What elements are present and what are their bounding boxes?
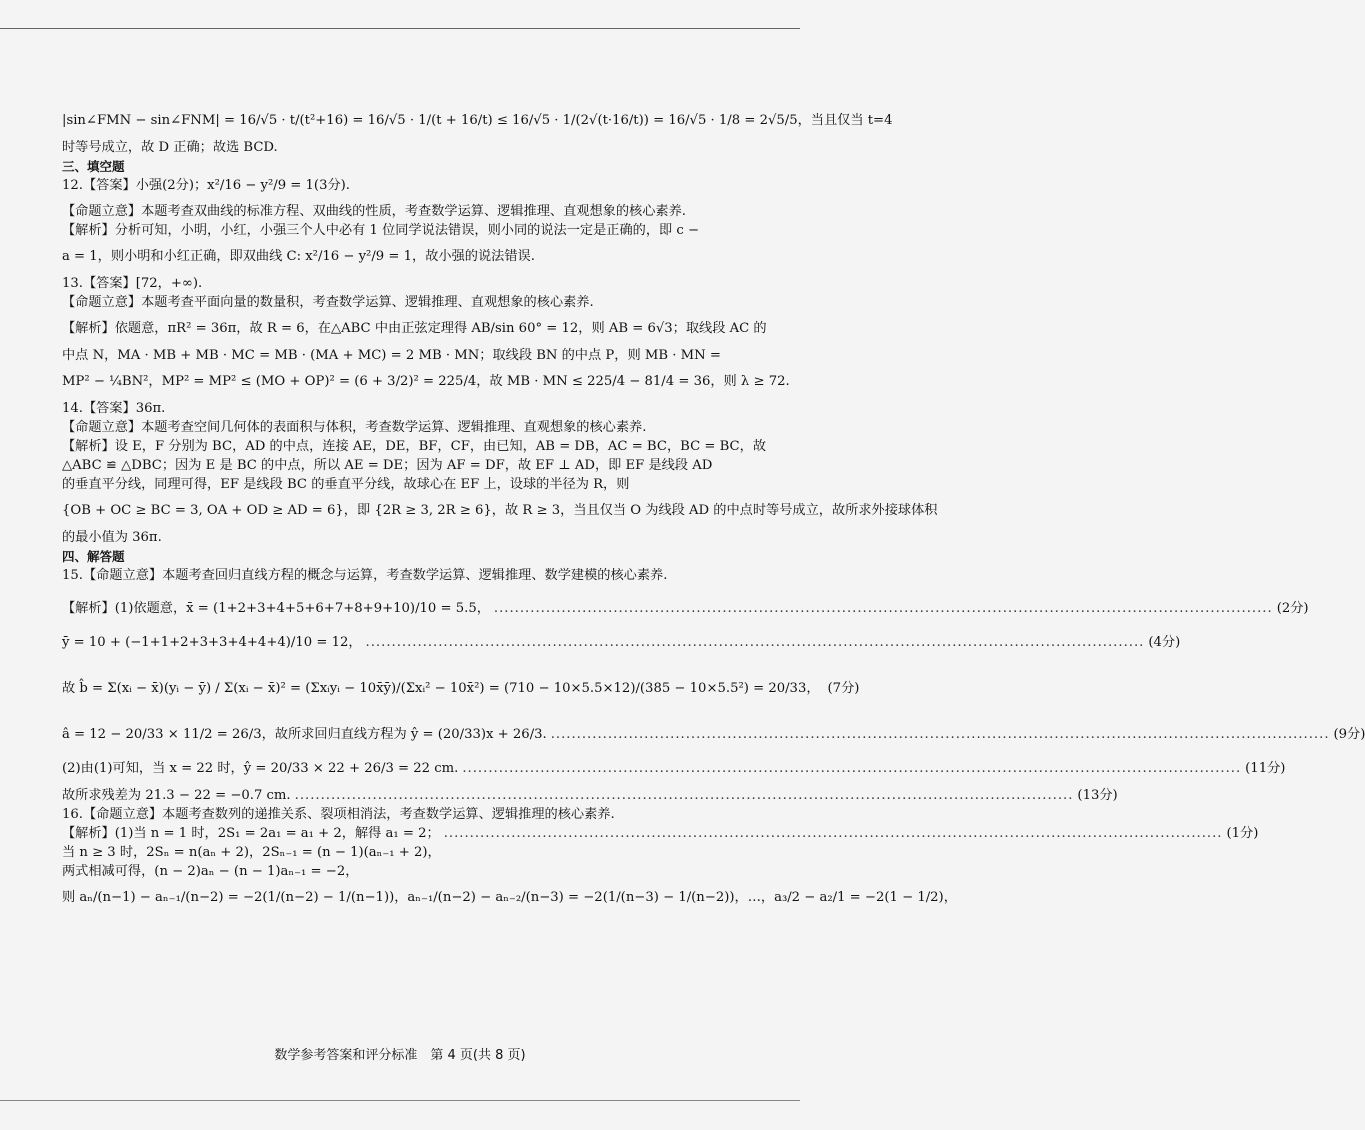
leader-dots xyxy=(444,824,1223,843)
leader-dots xyxy=(295,786,1074,805)
q15-step xyxy=(62,592,1309,626)
leader-dots xyxy=(551,718,1330,752)
step-text: ȳ = 10 + (−1+1+2+3+3+4+4+4)/10 = 12， xyxy=(62,635,362,650)
q14-analysis: {OB + OC ≥ BC = 3, OA + OD ≥ AD = 6}，即 {2R ≥ 3, 2R ≥ 6}，故 R ≥ 3，当且仅当 O 为线段 AD 的中点时等号成立，故所求外接球体积 xyxy=(62,503,938,518)
q15-step xyxy=(62,718,1365,752)
q16-step xyxy=(62,824,1259,843)
step-text: 【解析】(1)依题意，x̄ = (1+2+3+4+5+6+7+8+9+10)/10 = 5.5， xyxy=(62,601,490,616)
text-line: |sin∠FMN − sin∠FNM| = 16/√5 · t/(t²+16) = 16/√5 · 1/(t + 16/t) ≤ 16/√5 · 1/(2√(t·16/t)) = 16/√5 · 1/8 = 2√5/5，当且仅当 t=4 xyxy=(62,113,893,128)
q14-analysis: 的最小值为 36π. xyxy=(62,530,162,545)
step-text: 【解析】(1)当 n = 1 时，2S₁ = 2a₁ = a₁ + 2，解得 a₁ = 2； xyxy=(62,826,440,841)
q13-analysis: 【解析】依题意，πR² = 36π，故 R = 6，在△ABC 中由正弦定理得 AB/sin 60° = 12，则 AB = 6√3；取线段 AC 的 xyxy=(62,321,767,336)
q16-step: 则 aₙ/(n−1) − aₙ₋₁/(n−2) = −2(1/(n−2) − 1/(n−1))，aₙ₋₁/(n−2) − aₙ₋₂/(n−3) = −2(1/(n−3) − 1/(n−2))，…，a₃/2 − a₂/1 = −2(1 − 1/2)， xyxy=(62,890,957,905)
step-text: 故所求残差为 21.3 − 22 = −0.7 cm. xyxy=(62,788,291,803)
q15-step xyxy=(62,786,1118,805)
step-text: 故 b̂ = Σ(xᵢ − x̄)(yᵢ − ȳ) / Σ(xᵢ − x̄)² = (Σxᵢyᵢ − 10x̄ȳ)/(Σxᵢ² − 10x̄²) = (710 − 10×5.5×12)/(385 − 10×5.5²) = 20/33， xyxy=(62,681,820,696)
q15-intent: 15.【命题立意】本题考查回归直线方程的概念与运算，考查数学运算、逻辑推理、数学建模的核心素养. xyxy=(62,568,668,583)
q16-step: 当 n ≥ 3 时，2Sₙ = n(aₙ + 2)，2Sₙ₋₁ = (n − 1)(aₙ₋₁ + 2)， xyxy=(62,845,441,860)
q12-answer: 12.【答案】小强(2分)；x²/16 − y²/9 = 1(3分). xyxy=(62,178,350,193)
step-score: (9分) xyxy=(1333,727,1365,742)
top-rule xyxy=(0,28,800,29)
q14-intent: 【命题立意】本题考查空间几何体的表面积与体积，考查数学运算、逻辑推理、直观想象的核心素养. xyxy=(62,420,647,435)
q13-intent: 【命题立意】本题考查平面向量的数量积，考查数学运算、逻辑推理、直观想象的核心素养. xyxy=(62,295,594,310)
step-score: (4分) xyxy=(1148,635,1181,650)
step-score: (1分) xyxy=(1226,826,1259,841)
leader-dots xyxy=(494,592,1273,626)
q15-step xyxy=(62,672,860,706)
q14-analysis: 的垂直平分线，同理可得，EF 是线段 BC 的垂直平分线，故球心在 EF 上，设球的半径为 R，则 xyxy=(62,477,630,492)
q14-analysis: 【解析】设 E，F 分别为 BC，AD 的中点，连接 AE，DE，BF，CF，由已知，AB = DB，AC = BC，BC = BC，故 xyxy=(62,439,767,454)
leader-dots xyxy=(462,752,1241,786)
q12-analysis: 【解析】分析可知，小明，小红，小强三个人中必有 1 位同学说法错误，则小同的说法一定是正确的，即 c − xyxy=(62,223,700,238)
q16-step: 两式相减可得，(n − 2)aₙ − (n − 1)aₙ₋₁ = −2， xyxy=(62,864,359,879)
answer-page xyxy=(62,104,1365,915)
q15-step xyxy=(62,752,1286,786)
q16-intent: 16.【命题立意】本题考查数列的递推关系、裂项相消法，考查数学运算、逻辑推理的核心素养. xyxy=(62,807,615,822)
step-score: (13分) xyxy=(1077,788,1118,803)
section-heading-fill-blank: 三、填空题 xyxy=(62,159,125,174)
step-score: (7分) xyxy=(827,681,860,696)
q13-analysis: 中点 N，MA · MB + MB · MC = MB · (MA + MC) = 2 MB · MN；取线段 BN 的中点 P，则 MB · MN = xyxy=(62,348,721,363)
page-footer: 数学参考答案和评分标准 第 4 页(共 8 页) xyxy=(274,1048,526,1063)
text-line: 时等号成立，故 D 正确；故选 BCD. xyxy=(62,140,278,155)
step-score: (11分) xyxy=(1245,761,1286,776)
step-score: (2分) xyxy=(1276,601,1309,616)
q14-analysis: △ABC ≌ △DBC；因为 E 是 BC 的中点，所以 AE = DE；因为 AF = DF，故 EF ⊥ AD，即 EF 是线段 AD xyxy=(62,458,713,473)
q15-step xyxy=(62,626,1181,660)
q12-intent: 【命题立意】本题考查双曲线的标准方程、双曲线的性质，考查数学运算、逻辑推理、直观想象的核心素养. xyxy=(62,204,687,219)
leader-dots xyxy=(366,626,1145,660)
bottom-rule xyxy=(0,1100,800,1101)
q12-analysis: a = 1，则小明和小红正确，即双曲线 C: x²/16 − y²/9 = 1，故小强的说法错误. xyxy=(62,249,535,264)
q14-answer: 14.【答案】36π. xyxy=(62,401,166,416)
step-text: (2)由(1)可知，当 x = 22 时，ŷ = 20/33 × 22 + 26/3 = 22 cm. xyxy=(62,761,459,776)
section-heading-solve: 四、解答题 xyxy=(62,549,125,564)
step-text: â = 12 − 20/33 × 11/2 = 26/3，故所求回归直线方程为 ŷ = (20/33)x + 26/3. xyxy=(62,727,547,742)
q13-answer: 13.【答案】[72，+∞). xyxy=(62,276,203,291)
q13-analysis: MP² − ¼BN²，MP² = MP² ≤ (MO + OP)² = (6 + 3/2)² = 225/4，故 MB · MN ≤ 225/4 − 81/4 = 36，则 λ ≥ 72. xyxy=(62,374,790,389)
